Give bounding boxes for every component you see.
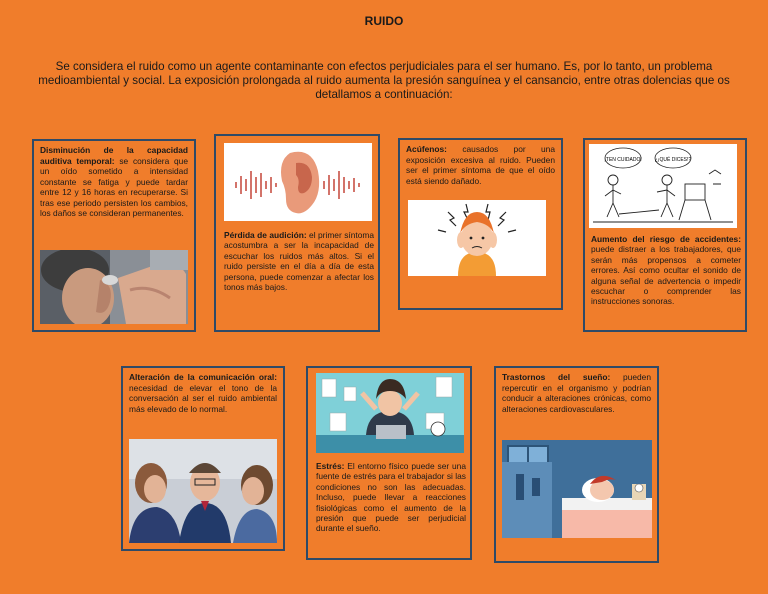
sleepless-woman-illustration <box>502 440 652 538</box>
card-text <box>224 230 374 292</box>
card-body: necesidad de elevar el tono de la conversación al ser el ruido ambiental más elevado de lo normal. <box>129 382 277 414</box>
card-heading: Alteración de la comunicación oral: <box>129 372 277 382</box>
card-accident-risk <box>583 138 747 332</box>
card-heading: Trastornos del sueño: <box>502 372 611 382</box>
card-heading: Disminución de la capacidad auditiva temporal: <box>40 145 188 166</box>
card-text <box>502 372 651 414</box>
card-text <box>40 145 188 219</box>
hearing-aid-photo <box>40 250 188 324</box>
comic-bubble-right: ¿¡QUÉ DICES!? <box>654 157 692 163</box>
card-body: causados por una exposición excesiva al ruido. Pueden ser el primer síntoma de que el oído está siendo dañado. <box>406 144 555 186</box>
intro-paragraph: Se considera el ruido como un agente contaminante con efectos perjudiciales para el ser humano. Es, por lo tanto, un problema medioambiental y social. La exposición prolongada al ruido aumenta la presión sanguínea y el cansancio, entre otras dolencias que os detallamos a continuación: <box>38 60 730 101</box>
card-tinnitus <box>398 138 563 310</box>
card-text <box>316 461 466 534</box>
comic-bubble-left: ¡TEN CUIDADO! <box>604 157 642 163</box>
card-heading: Aumento del riesgo de accidentes: <box>591 234 741 244</box>
card-text <box>591 234 741 307</box>
card-oral-communication <box>121 366 285 551</box>
shouting-people-photo <box>129 439 277 543</box>
card-hearing-loss <box>214 134 380 332</box>
card-heading: Pérdida de audición: <box>224 230 307 240</box>
tinnitus-illustration <box>408 200 546 276</box>
card-body: pueden repercutir en el organismo y podrían conducir a alteraciones crónicas, como alteraciones cardiovasculares. <box>502 372 651 414</box>
card-text <box>406 144 555 186</box>
card-heading: Estrés: <box>316 461 345 471</box>
card-body: puede distraer a los trabajadores, que serán más propensos a cometer errores. Así como ocultar el sonido de alguna señal de advertencia o impedir escuchar o comprender las instrucciones sonoras. <box>591 244 741 307</box>
card-body: el primer síntoma acostumbra a ser la incapacidad de escuchar los ruidos más altos. Si el ruido persiste en el día a día de esta persona, puede comenzar a afectar los tonos más bajos. <box>224 230 374 293</box>
card-sleep-disorders <box>494 366 659 563</box>
card-heading: Acúfenos: <box>406 144 447 154</box>
card-body: El entorno físico puede ser una fuente de estrés para el trabajador si las condiciones no son las adecuadas. Incluso, puede llevar a reacciones fisiológicas como el aumento de la presión que puede ser perjudicial durante el sueño. <box>316 461 466 534</box>
card-text <box>129 372 277 414</box>
card-temporary-hearing-loss <box>32 139 196 332</box>
ear-soundwave-image <box>224 143 372 221</box>
card-stress <box>306 366 472 560</box>
comic-illustration <box>589 144 737 228</box>
stressed-worker-illustration <box>316 373 464 453</box>
card-body: se considera que un oído sometido a intensidad constante se fatiga y puede tardar entre 12 y 16 horas en recuperarse. Si tras ese periodo persisten los cambios, los daños se consideran permanentes. <box>40 155 188 218</box>
page-title: RUIDO <box>364 14 404 28</box>
